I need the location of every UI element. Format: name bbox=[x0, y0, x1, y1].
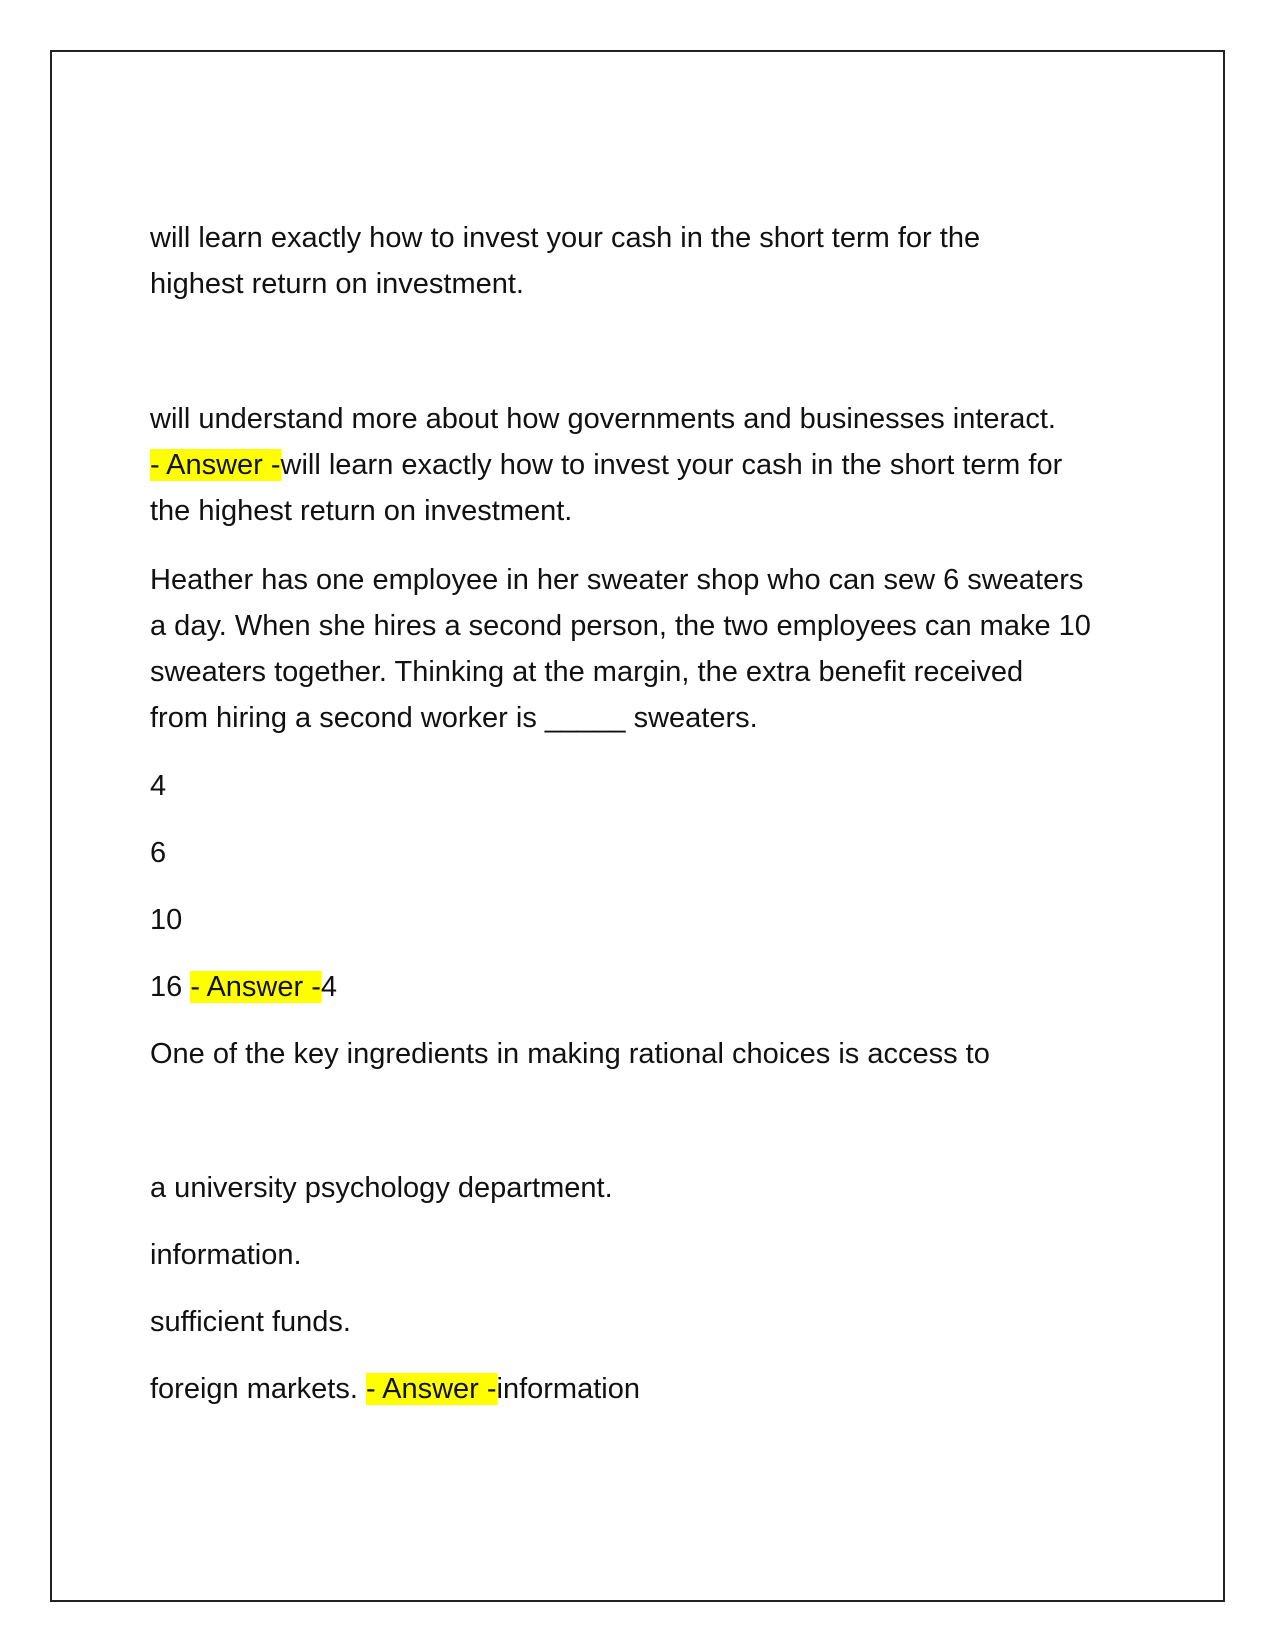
text-span: will understand more about how governments and businesses interact. bbox=[150, 403, 1056, 435]
text-span: 6 bbox=[150, 837, 167, 869]
q2-question-line-1 bbox=[150, 557, 1083, 603]
text-span: a university psychology department. bbox=[150, 1172, 613, 1204]
answer-text: 4 bbox=[320, 971, 337, 1003]
text-span: 10 bbox=[150, 904, 183, 936]
answer-text: information bbox=[496, 1373, 640, 1405]
q1-option-text-line-2 bbox=[150, 261, 524, 307]
q2-option-4 bbox=[150, 763, 166, 809]
text-span: information. bbox=[150, 1239, 302, 1271]
q2-question-line-4 bbox=[150, 695, 758, 741]
q1-option-governments bbox=[150, 396, 1056, 442]
answer-highlight: - Answer - bbox=[365, 1373, 497, 1405]
q1-answer-line-1 bbox=[150, 442, 1062, 488]
text-span: a day. When she hires a second person, the two employees can make 10 bbox=[150, 610, 1091, 642]
option-text: foreign markets. bbox=[150, 1373, 366, 1405]
text-span: One of the key ingredients in making rational choices is access to bbox=[150, 1038, 990, 1070]
q1-option-text-line-1 bbox=[150, 215, 980, 261]
text-span: Heather has one employee in her sweater shop who can sew 6 sweaters bbox=[150, 564, 1084, 596]
q3-option-psychology bbox=[150, 1165, 613, 1211]
text-span: 4 bbox=[150, 770, 167, 802]
text-span: will learn exactly how to invest your cash in the short term for the bbox=[150, 222, 981, 254]
q2-question-line-3 bbox=[150, 649, 1023, 695]
q3-option-funds bbox=[150, 1299, 351, 1345]
answer-text: will learn exactly how to invest your cash in the short term for bbox=[280, 449, 1063, 481]
q3-option-information bbox=[150, 1232, 302, 1278]
text-span: from hiring a second worker is _____ sweaters. bbox=[150, 702, 758, 734]
q1-answer-line-2 bbox=[150, 488, 572, 534]
option-text: 16 bbox=[150, 971, 191, 1003]
text-span: sufficient funds. bbox=[150, 1306, 351, 1338]
q2-option-16-answer bbox=[150, 964, 337, 1010]
q2-option-6 bbox=[150, 830, 166, 876]
q3-question bbox=[150, 1031, 990, 1077]
q2-option-10 bbox=[150, 897, 182, 943]
answer-highlight: - Answer - bbox=[150, 449, 281, 481]
text-span: the highest return on investment. bbox=[150, 495, 573, 527]
answer-highlight: - Answer - bbox=[190, 971, 321, 1003]
text-span: sweaters together. Thinking at the margin, the extra benefit received bbox=[150, 656, 1024, 688]
text-span: highest return on investment. bbox=[150, 268, 524, 300]
q3-option-foreign-answer bbox=[150, 1366, 640, 1412]
q2-question-line-2 bbox=[150, 603, 1091, 649]
